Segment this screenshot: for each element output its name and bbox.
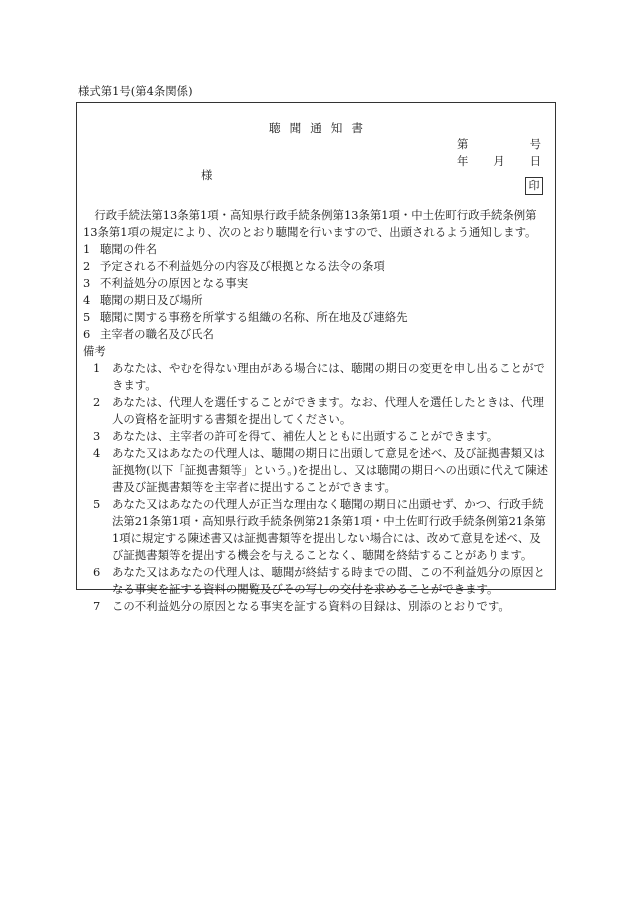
list-item xyxy=(83,258,549,275)
item-text: 主宰者の職名及び氏名 xyxy=(100,327,214,341)
remark-item xyxy=(83,598,549,615)
list-item xyxy=(83,326,549,343)
item-number: 3 xyxy=(83,276,91,290)
date-year: 年 xyxy=(457,154,469,168)
remark-number: 6 xyxy=(93,565,101,579)
date-month: 月 xyxy=(493,154,505,168)
remark-item xyxy=(83,428,549,445)
remark-item xyxy=(83,394,549,428)
remark-number: 4 xyxy=(93,446,101,460)
list-item xyxy=(83,241,549,258)
notice-body xyxy=(83,207,549,615)
remark-text: あなた又はあなたの代理人が正当な理由なく聴聞の期日に出頭せず、かつ、行政手続法第21条第1項・高知県行政手続条例第21条第1項・中土佐町行政手続条例第21条第1項に規定する陳述書又は証拠書類等を提出しない場合には、改めて意見を述べ、及び証拠書類等を提出する機会を与えることなく、聴聞を終結することがあります。 xyxy=(112,497,546,562)
number-suffix: 号 xyxy=(529,137,541,151)
item-number: 4 xyxy=(83,293,91,307)
list-item xyxy=(83,275,549,292)
intro-paragraph: 行政手続法第13条第1項・高知県行政手続条例第13条第1項・中土佐町行政手続条例第13条第1項の規定により、次のとおり聴聞を行いますので、出頭されるよう通知します。 xyxy=(83,208,537,239)
document-title: 聴聞通知書 xyxy=(269,121,372,135)
remark-number: 3 xyxy=(93,429,101,443)
item-text: 聴聞の期日及び場所 xyxy=(100,293,203,307)
remark-item xyxy=(83,445,549,496)
number-prefix: 第 xyxy=(457,137,469,151)
date-day: 日 xyxy=(529,154,541,168)
item-text: 不利益処分の原因となる事実 xyxy=(100,276,249,290)
remark-item xyxy=(83,564,549,598)
list-item xyxy=(83,309,549,326)
item-number: 2 xyxy=(83,259,91,273)
seal-mark: 印 xyxy=(525,177,543,195)
remarks-list xyxy=(83,360,549,615)
remark-number: 2 xyxy=(93,395,101,409)
item-text: 予定される不利益処分の内容及び根拠となる法令の条項 xyxy=(100,259,385,273)
issue-date xyxy=(457,153,541,170)
remark-number: 1 xyxy=(93,361,101,375)
remark-item xyxy=(83,360,549,394)
item-text: 聴聞の件名 xyxy=(100,242,157,256)
document-number xyxy=(457,136,541,153)
list-item xyxy=(83,292,549,309)
remark-text: あなた又はあなたの代理人は、聴聞が終結する時までの間、この不利益処分の原因となる事実を証する資料の閲覧及びその写しの交付を求めることができます。 xyxy=(112,565,545,596)
remarks-heading: 備考 xyxy=(83,344,106,358)
remark-number: 7 xyxy=(93,599,101,613)
item-list xyxy=(83,241,549,343)
remark-text: あなたは、やむを得ない理由がある場合には、聴聞の期日の変更を申し出ることができます。 xyxy=(112,361,545,392)
remark-text: この不利益処分の原因となる事実を証する資料の目録は、別添のとおりです。 xyxy=(112,599,510,613)
remark-text: あなたは、主宰者の許可を得て、補佐人とともに出頭することができます。 xyxy=(112,429,499,443)
notice-frame xyxy=(76,102,556,613)
remark-item xyxy=(83,496,549,564)
remark-number: 5 xyxy=(93,497,101,511)
remark-text: あなた又はあなたの代理人は、聴聞の期日に出頭して意見を述べ、及び証拠書類又は証拠物(以下「証拠書類等」という。)を提出し、又は聴聞の期日への出頭に代えて陳述書及び証拠書類等を主宰者に提出することができます。 xyxy=(112,446,549,494)
remark-text: あなたは、代理人を選任することができます。なお、代理人を選任したときは、代理人の資格を証明する書類を提出してください。 xyxy=(112,395,544,426)
item-text: 聴聞に関する事務を所掌する組織の名称、所在地及び連絡先 xyxy=(100,310,408,324)
addressee-suffix: 様 xyxy=(201,168,213,182)
item-number: 6 xyxy=(83,327,91,341)
item-number: 5 xyxy=(83,310,91,324)
form-label: 様式第1号(第4条関係) xyxy=(78,84,193,98)
item-number: 1 xyxy=(83,242,91,256)
